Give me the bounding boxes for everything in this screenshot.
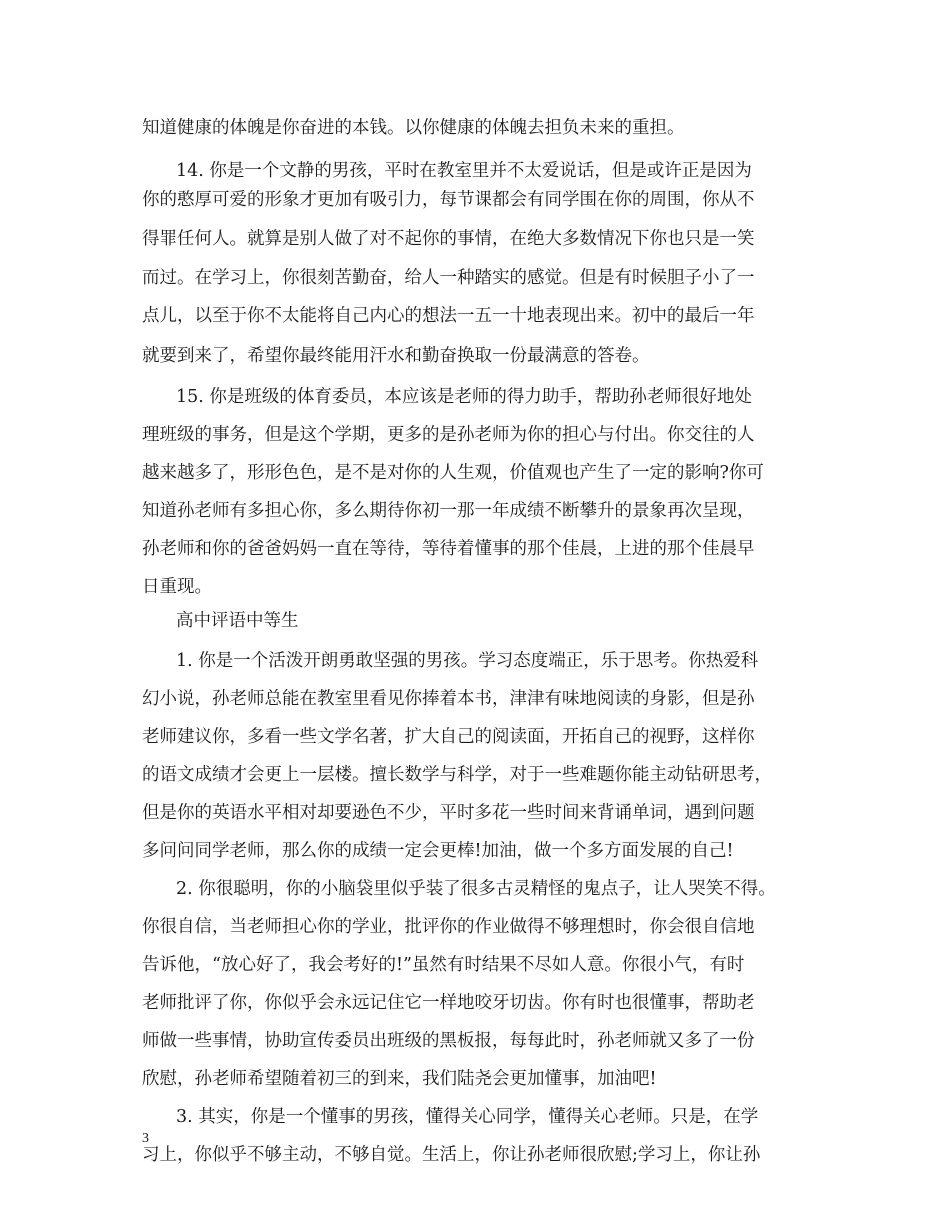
page-number: 3: [142, 1131, 149, 1146]
text-line: 就要到来了，希望你最终能用汗水和勤奋换取一份最满意的答卷。: [142, 346, 650, 366]
text-line: 多问问同学老师，那么你的成绩一定会更棒!加油，做一个多方面发展的自己!: [142, 841, 734, 861]
text-line: 你很自信，当老师担心你的学业，批评你的作业做得不够理想时，你会很自信地: [142, 917, 755, 937]
paragraph-14-start: 14. 你是一个文静的男孩，平时在教室里并不太爱说话，但是或许正是因为: [176, 161, 752, 181]
text-line: 而过。在学习上，你很刻苦勤奋，给人一种踏实的感觉。但是有时候胆子小了一: [142, 268, 755, 288]
text-line: 日重现。: [142, 577, 212, 597]
paragraph-3-start: 3. 其实，你是一个懂事的男孩，懂得关心同学，懂得关心老师。只是，在学: [176, 1107, 759, 1127]
text-line: 习上，你似乎不够主动，不够自觉。生活上，你让孙老师很欣慰;学习上，你让孙: [142, 1145, 761, 1165]
paragraph-15-start: 15. 你是班级的体育委员，本应该是老师的得力助手，帮助孙老师很好地处: [176, 387, 752, 407]
paragraph-1-start: 1. 你是一个活泼开朗勇敢坚强的男孩。学习态度端正，乐于思考。你热爱科: [176, 651, 759, 671]
text-line: 幻小说，孙老师总能在教室里看见你捧着本书，津津有味地阅读的身影，但是孙: [142, 689, 755, 709]
text-line: 的语文成绩才会更上一层楼。擅长数学与科学，对于一些难题你能主动钻研思考，: [142, 765, 772, 785]
text-line: 得罪任何人。就算是别人做了对不起你的事情，在绝大多数情况下你也只是一笑: [142, 229, 755, 249]
text-line: 但是你的英语水平相对却要逊色不少，平时多花一些时间来背诵单词，遇到问题: [142, 803, 755, 823]
text-line: 告诉他，“放心好了，我会考好的!”虽然有时结果不尽如人意。你很小气，有时: [142, 955, 745, 975]
text-line: 孙老师和你的爸爸妈妈一直在等待，等待着懂事的那个佳晨，上进的那个佳晨早: [142, 539, 755, 559]
text-line: 老师批评了你，你似乎会永远记住它一样地咬牙切齿。你有时也很懂事，帮助老: [142, 993, 755, 1013]
text-line: 越来越多了，形形色色，是不是对你的人生观，价值观也产生了一定的影响?你可: [142, 463, 764, 483]
text-line: 师做一些事情，协助宣传委员出班级的黑板报，每每此时，孙老师就又多了一份: [142, 1031, 755, 1051]
paragraph-2-start: 2. 你很聪明，你的小脑袋里似乎装了很多古灵精怪的鬼点子，让人哭笑不得。: [176, 879, 776, 899]
text-line: 点儿，以至于你不太能将自己内心的想法一五一十地表现出来。初中的最后一年: [142, 306, 755, 326]
text-line: 欣慰，孙老师希望随着初三的到来，我们陆尧会更加懂事，加油吧!: [142, 1069, 657, 1089]
text-line: 知道孙老师有多担心你，多么期待你初一那一年成绩不断攀升的景象再次呈现，: [142, 501, 755, 521]
text-line: 老师建议你，多看一些文学名著，扩大自己的阅读面，开拓自己的视野，这样你: [142, 727, 755, 747]
text-line: 你的憨厚可爱的形象才更加有吸引力，每节课都会有同学围在你的周围，你从不: [142, 190, 755, 210]
text-line: 理班级的事务，但是这个学期，更多的是孙老师为你的担心与付出。你交往的人: [142, 425, 755, 445]
section-heading: 高中评语中等生: [176, 611, 299, 631]
text-line: 知道健康的体魄是你奋进的本钱。以你健康的体魄去担负未来的重担。: [142, 118, 685, 138]
